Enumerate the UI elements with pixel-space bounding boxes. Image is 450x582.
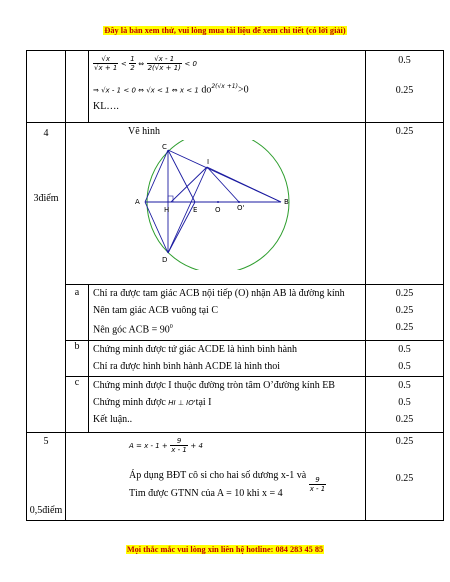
problem-number-cell: 5 0,5điểm <box>27 433 66 521</box>
table-row: b Chứng minh được tứ giác ACDE là hình bình hành Chỉ ra được hình bình hành ACDE là hình thoi 0.5 0.5 <box>27 341 444 377</box>
label-d: D <box>162 256 168 264</box>
label-b: B <box>284 198 289 206</box>
label-a: A <box>135 198 140 206</box>
conclusion: KL…. <box>93 101 119 112</box>
solution-cell: $\frac{√x}{√x + 1}$ < $\frac{1}{2}$ ⇔ $\frac{√x - 1}{2(√x + 1)}$ < 0 ⇒ √x - 1 < 0 ⇔ √x < 1 ⇔ x < 1 $do^{2(√x +1)}>0$ KL…. <box>89 51 366 123</box>
label-e: E <box>193 206 198 214</box>
preview-banner: Đây là bản xem thử, vui lòng mua tài liệu để xem chi tiết (có lời giải) <box>104 26 346 35</box>
figure-cell <box>66 123 366 285</box>
problem-number-cell: 4 3điểm <box>27 123 66 433</box>
label-c: C <box>162 143 167 151</box>
hotline-footer: Mọi thắc mắc vui lòng xin liên hệ hotline: 084 283 45 85 <box>126 545 324 554</box>
part-label: c <box>66 377 89 433</box>
table-row <box>27 51 444 123</box>
label-o-prime: O' <box>237 204 245 212</box>
label-h: H <box>164 206 170 214</box>
answer-table <box>26 50 444 521</box>
draw-figure-label: Vẽ hình <box>128 126 160 137</box>
table-row: 5 0,5điểm A = x - 1 + $\frac{9}{x - 1}$ + 4 Áp dụng BĐT cô si cho hai số dương x-1 và $\frac{9}{x - 1}$ Tìm được GTNN của A = 10 khi x = 4 0.25 0.25 <box>27 433 444 521</box>
score-cell: 0.5 0.25 <box>366 51 444 123</box>
table-row: c Chứng minh được I thuộc đường tròn tâm O’đường kính EB Chứng minh được HI ⊥ IO'tại I Kết luận.. 0.5 0.5 0.25 <box>27 377 444 433</box>
label-o: O <box>215 206 221 214</box>
perpendicular-expression: HI ⊥ IO' <box>168 399 196 407</box>
table-row: a Chỉ ra được tam giác ACB nội tiếp (O) nhận AB là đường kính Nên tam giác ACB vuông tại C Nên góc ACB = $90^0$ 0.25 0.25 0.25 <box>27 285 444 341</box>
label-i: I <box>207 158 210 166</box>
inequality-chain: ⇒ √x - 1 < 0 ⇔ √x < 1 ⇔ x < 1 <box>93 86 199 95</box>
part-label: a <box>66 285 89 341</box>
geometry-figure <box>131 140 301 270</box>
table-row: 4 3điểm Vẽ hình C I A H E O O' B D 0.25 <box>27 123 444 285</box>
part-label: b <box>66 341 89 377</box>
